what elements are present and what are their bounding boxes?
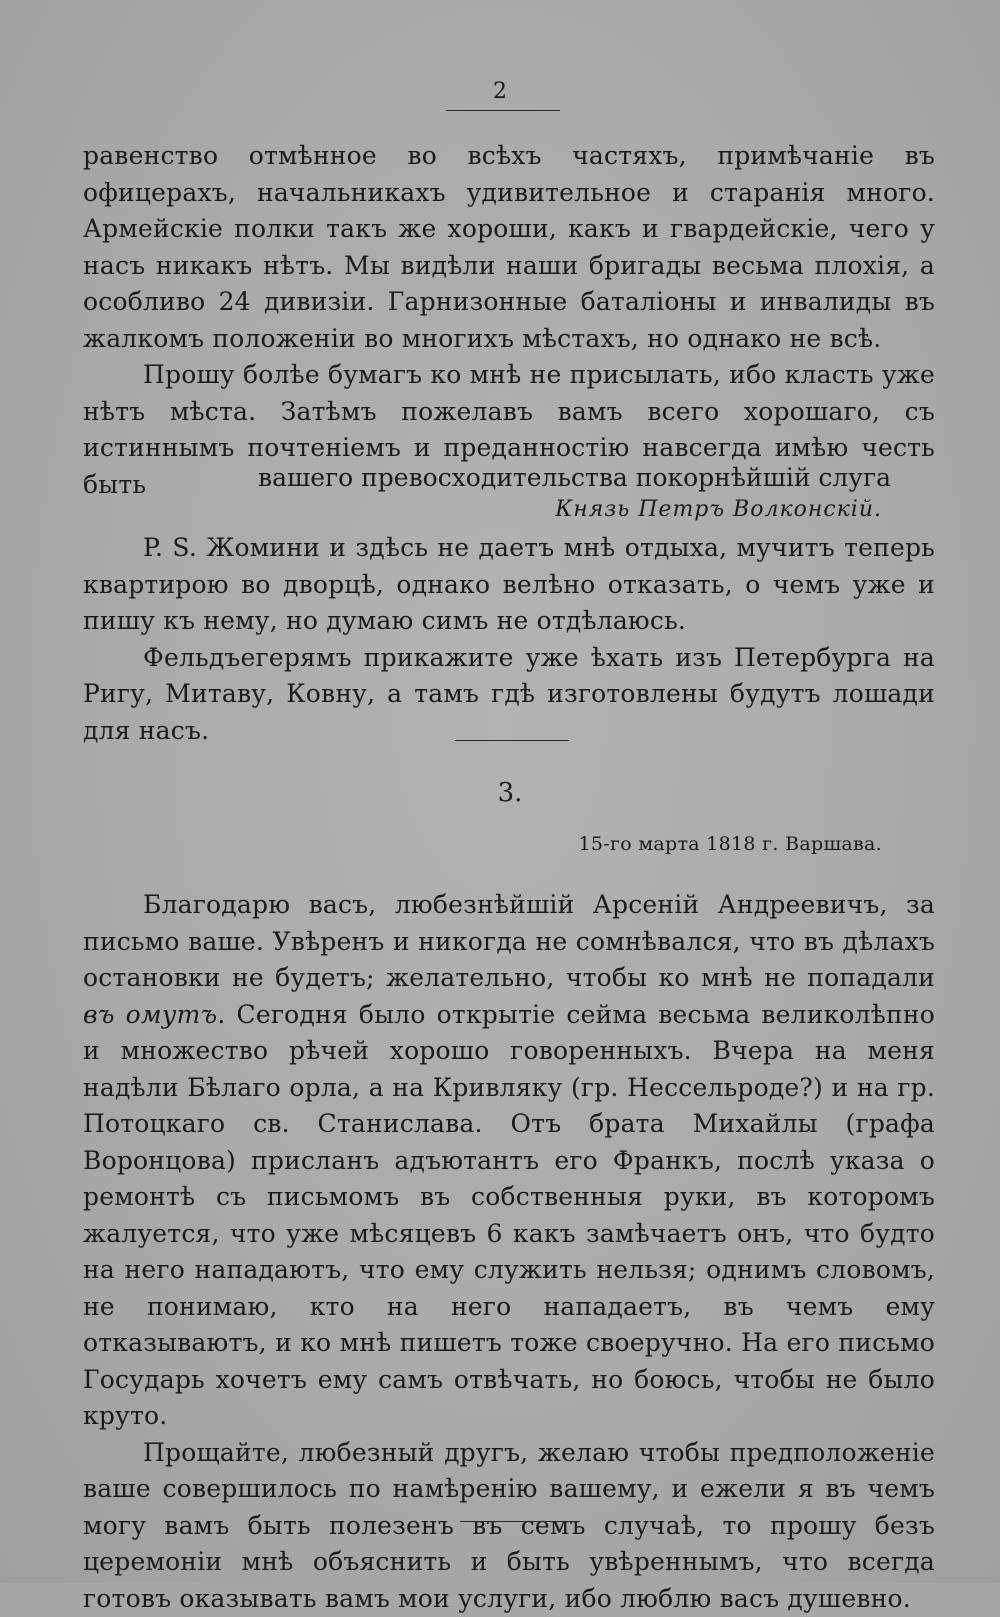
letter-2-paragraph-1: равенство отмѣнное во всѣхъ частяхъ, примѣчаніе въ офицерахъ, начальникахъ удивительное и старанія много. Армейскіе полки такъ же хороши, какъ и гвардейскіе, чего у насъ никакъ нѣтъ. Мы видѣли наши бригады весьма плохія, а особливо 24 дивизіи. Гарнизонные баталіоны и инвалиды въ жалкомъ положеніи во многихъ мѣстахъ, но однако не всѣ. xyxy=(83,138,935,357)
header-rule xyxy=(446,110,560,111)
letter-3-dateline: 15-го марта 1818 г. Варшава. xyxy=(578,832,882,856)
letter-3-emphasis: въ омутъ xyxy=(83,1000,217,1029)
letter-2-ps-paragraph-2: Фельдъегерямъ прикажите уже ѣхать изъ Петербурга на Ригу, Митаву, Ковну, а тамъ гдѣ изготовлены будутъ лошади для насъ. xyxy=(83,640,935,750)
letter-2-closing: вашего превосходительства покорнѣйшій слуга xyxy=(258,460,891,496)
letter-3-paragraph-1-end: . Сегодня было открытіе сейма весьма великолѣпно и множество рѣчей хорошо говоренныхъ. Вчера на меня надѣли Бѣлаго орла, а на Кривляку (гр. Нессельроде?) и на гр. Потоцкаго св. Станислава. Отъ брата Михайлы (графа Воронцова) присланъ адъютантъ его Франкъ, послѣ указа о ремонтѣ съ письмомъ въ собственныя руки, въ которомъ жалуется, что уже мѣсяцевъ 6 какъ замѣчаетъ онъ, что будто на него нападаютъ, что ему служить нельзя; однимъ словомъ, не понимаю, кто на него нападаетъ, въ чемъ ему отказываютъ, и ко мнѣ пишетъ тоже своеручно. На его письмо Государь хочетъ ему самъ отвѣчать, но боюсь, чтобы не было круто. xyxy=(83,1000,935,1431)
letter-2-ps-paragraph-1: P. S. Жомини и здѣсь не даетъ мнѣ отдыха, мучитъ теперь квартирою во дворцѣ, однако велѣно отказать, о чемъ уже и пишу къ нему, но думаю симъ не отдѣлаюсь. xyxy=(83,530,935,640)
page-number: 2 xyxy=(485,80,515,104)
letter-3-paragraph-1-start: Благодарю васъ, любезнѣйшій Арсеній Андреевичъ, за письмо ваше. Увѣренъ и никогда не сомнѣвался, что въ дѣлахъ остановки не будетъ; желательно, чтобы ко мнѣ не попадали xyxy=(83,890,935,992)
letter-3-paragraph-2: Прощайте, любезный другъ, желаю чтобы предположеніе ваше совершилось по намѣренію вашему, и ежели я въ чемъ могу вамъ быть полезенъ въ семъ случаѣ, то прошу безъ церемоніи мнѣ объяснить и быть увѣреннымъ, что всегда готовъ оказывать вамъ мои услуги, ибо люблю васъ душевно. xyxy=(83,1435,935,1617)
letter-2-body xyxy=(83,138,935,503)
footer-rule xyxy=(460,1521,580,1522)
section-divider xyxy=(455,740,569,741)
letter-2-signature: Князь Петръ Волконскій. xyxy=(555,492,882,528)
letter-2-postscript xyxy=(83,530,935,749)
letter-3-number: 3. xyxy=(480,778,540,808)
letter-3-paragraph-1 xyxy=(83,887,935,1435)
letter-3-body xyxy=(83,887,935,1617)
letter-2-paragraph-2: Прошу болѣе бумагъ ко мнѣ не присылать, ибо класть уже нѣтъ мѣста. Затѣмъ пожелавъ вамъ всего хорошаго, съ истиннымъ почтеніемъ и преданностію навсегда имѣю честь быть xyxy=(83,357,935,503)
